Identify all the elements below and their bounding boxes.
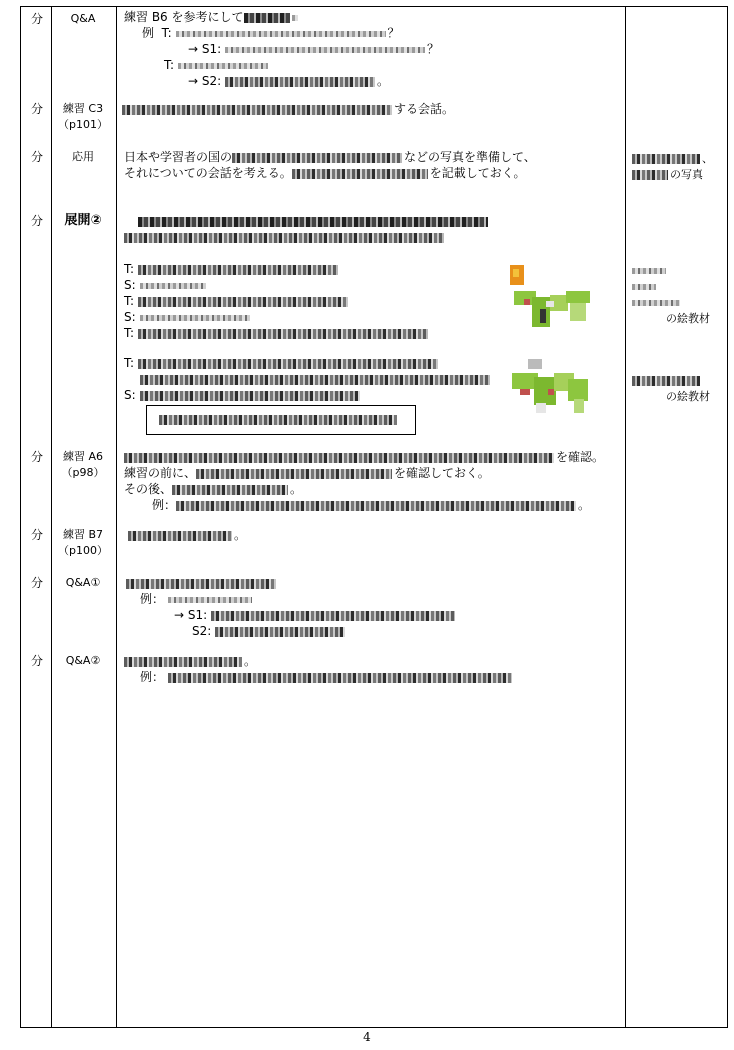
activity-cell: 展開② xyxy=(64,213,102,228)
text: 日本や学習者の国の xyxy=(124,150,233,164)
redacted-text xyxy=(632,376,700,386)
content-line xyxy=(140,591,254,607)
material-note: の絵教材 xyxy=(666,390,710,403)
text: の写真 xyxy=(670,168,703,181)
dialogue-line xyxy=(124,261,340,277)
content-line xyxy=(124,149,536,165)
time-cell: 分 xyxy=(31,12,44,26)
content-line xyxy=(164,57,270,73)
speaker-label: S2: xyxy=(192,624,212,638)
redacted-text xyxy=(126,579,276,589)
redacted-text xyxy=(140,283,206,289)
redacted-text xyxy=(292,169,428,179)
time-cell: 分 xyxy=(31,150,44,164)
material-note xyxy=(632,263,668,278)
activity-cell: Q&A xyxy=(70,12,96,25)
content-line xyxy=(126,575,278,591)
activity-cell: Q&A① xyxy=(65,576,101,589)
redacted-text xyxy=(632,284,656,290)
redacted-text xyxy=(215,627,345,637)
activity-cell: 練習 A6（p98） xyxy=(61,450,105,479)
time-cell: 分 xyxy=(31,654,44,668)
example-box xyxy=(146,405,416,435)
redacted-text xyxy=(138,297,348,307)
text: 。 xyxy=(290,482,303,496)
content-line xyxy=(188,41,439,57)
material-note xyxy=(632,295,682,310)
table-border-bottom xyxy=(20,1027,728,1028)
redacted-text xyxy=(168,673,512,683)
redacted-text xyxy=(122,105,392,115)
redacted-text xyxy=(632,300,680,306)
activity-cell: 応用 xyxy=(72,150,94,163)
redacted-text xyxy=(138,329,428,339)
content-line xyxy=(152,497,590,513)
table-border-left xyxy=(20,7,21,1027)
redacted-text xyxy=(124,233,444,243)
text: ？ xyxy=(387,26,400,40)
illustration-image xyxy=(506,359,596,421)
content-line xyxy=(128,527,246,543)
speaker-label: S: xyxy=(124,278,136,292)
dialogue-line xyxy=(124,387,362,403)
speaker-label: T: xyxy=(161,26,172,40)
redacted-text xyxy=(232,153,402,163)
content-line xyxy=(192,623,347,639)
content-line xyxy=(124,229,446,245)
dialogue-line xyxy=(124,277,208,293)
text: 。 xyxy=(377,74,390,88)
material-note xyxy=(632,167,703,182)
page-number: 4 xyxy=(363,1030,371,1044)
text: する会話。 xyxy=(394,102,455,116)
redacted-text xyxy=(140,375,490,385)
redacted-text xyxy=(225,77,375,87)
content-line xyxy=(124,449,604,465)
text: を確認しておく。 xyxy=(394,466,490,480)
speaker-label: T: xyxy=(164,58,175,72)
text: 例： xyxy=(152,498,177,512)
content-line xyxy=(142,25,400,41)
redacted-text xyxy=(168,597,252,603)
redacted-text xyxy=(140,315,250,321)
speaker-label: S: xyxy=(124,310,136,324)
content-line xyxy=(124,165,526,181)
text: 、 xyxy=(702,152,713,165)
dialogue-line xyxy=(140,371,492,387)
text: 例 xyxy=(142,26,155,40)
redacted-text xyxy=(176,31,386,37)
redacted-text xyxy=(138,359,438,369)
content-line xyxy=(140,669,514,685)
speaker-label: S2: xyxy=(201,74,222,88)
redacted-text xyxy=(225,47,425,53)
text: 例： xyxy=(140,592,165,606)
text: を確認。 xyxy=(556,450,605,464)
content-line xyxy=(124,465,490,481)
redacted-text xyxy=(172,485,288,495)
arrow-icon: → xyxy=(188,42,199,56)
text: ？ xyxy=(427,42,440,56)
text: 練習の前に、 xyxy=(124,466,197,480)
arrow-icon: → xyxy=(188,74,199,88)
redacted-text xyxy=(176,501,576,511)
column-divider-content xyxy=(625,7,626,1027)
time-cell: 分 xyxy=(31,214,44,228)
activity-cell: Q&A② xyxy=(65,654,101,667)
material-note: の絵教材 xyxy=(666,312,710,325)
text: を記載しておく。 xyxy=(429,166,526,180)
table-border-right xyxy=(727,7,728,1027)
material-note xyxy=(632,151,713,166)
material-note xyxy=(632,279,658,294)
material-note xyxy=(632,373,702,388)
content-line xyxy=(124,9,300,25)
speaker-label: S: xyxy=(124,388,136,402)
redacted-text xyxy=(138,265,338,275)
time-cell: 分 xyxy=(31,528,44,542)
content-line xyxy=(124,481,302,497)
speaker-label: S1: xyxy=(201,42,222,56)
lesson-plan-table xyxy=(20,6,728,1027)
text: 。 xyxy=(244,654,257,668)
illustration-image xyxy=(506,265,596,335)
speaker-label: T: xyxy=(124,262,135,276)
speaker-label: S1: xyxy=(187,608,208,622)
dialogue-line xyxy=(124,355,440,371)
redacted-text xyxy=(196,469,392,479)
dialogue-line xyxy=(124,325,430,341)
time-cell: 分 xyxy=(31,450,44,464)
text: 。 xyxy=(234,528,247,542)
redacted-text xyxy=(244,13,290,23)
activity-cell: 練習 B7（p100） xyxy=(58,528,108,557)
redacted-text xyxy=(632,154,700,164)
content-line xyxy=(124,653,256,669)
redacted-text xyxy=(211,611,455,621)
text: 例： xyxy=(140,670,165,684)
dialogue-line xyxy=(124,293,350,309)
activity-cell: 練習 C3（p101） xyxy=(58,102,108,131)
redacted-text xyxy=(632,170,668,180)
text: 練習 B6 を参考にして xyxy=(124,10,244,24)
arrow-icon: → xyxy=(174,608,185,622)
content-line xyxy=(122,101,454,117)
speaker-label: T: xyxy=(124,356,135,370)
redacted-text xyxy=(632,268,666,274)
text: それについての会話を考える。 xyxy=(124,166,292,180)
speaker-label: T: xyxy=(124,326,135,340)
text: その後、 xyxy=(124,482,173,496)
redacted-text xyxy=(292,15,298,21)
redacted-text xyxy=(124,453,554,463)
content-line xyxy=(138,213,490,229)
content-line xyxy=(188,73,389,89)
speaker-label: T: xyxy=(124,294,135,308)
redacted-text xyxy=(138,217,488,227)
redacted-text xyxy=(128,531,232,541)
redacted-text xyxy=(124,657,242,667)
redacted-text xyxy=(140,391,360,401)
text: 。 xyxy=(578,498,591,512)
column-divider-activity xyxy=(116,7,117,1027)
time-cell: 分 xyxy=(31,102,44,116)
dialogue-line xyxy=(124,309,252,325)
text: などの写真を準備して、 xyxy=(404,150,536,164)
redacted-text xyxy=(178,63,268,69)
redacted-text xyxy=(159,415,397,425)
content-line xyxy=(174,607,457,623)
time-cell: 分 xyxy=(31,576,44,590)
